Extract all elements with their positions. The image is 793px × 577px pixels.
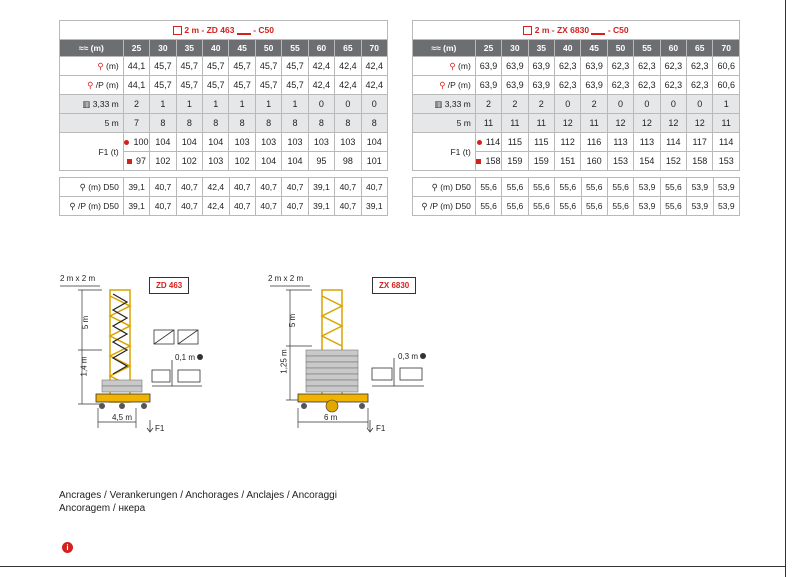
anchor-detail-icons bbox=[372, 358, 424, 386]
hook-p-icon: ⚲ bbox=[69, 200, 76, 211]
table-row: ⚲ (m) D50 39,1 40,7 40,7 42,4 40,7 40,7 40,7 39,1 40,7 40,7 bbox=[60, 178, 388, 197]
diagram-model-label: ZD 463 bbox=[149, 277, 189, 294]
base-foot-right bbox=[359, 403, 365, 409]
base-width-label: 6 m bbox=[324, 413, 338, 422]
square-marker-icon bbox=[127, 159, 132, 164]
crane-icon bbox=[591, 25, 605, 35]
anchorage-caption bbox=[59, 489, 337, 515]
table-row: ⚲ /P (m) 63,9 63,9 63,9 62,3 63,9 62,3 62,3 62,3 62,3 60,6 bbox=[413, 76, 740, 95]
hook-height-icon: ⚲ bbox=[449, 60, 456, 71]
info-icon bbox=[197, 354, 203, 360]
base-width-label: 4,5 m bbox=[112, 413, 133, 422]
zx6830-load-table: 2 m - ZX 6830 - C50 ≈≈ (m) 25 30 35 40 45 50 55 60 65 70 ⚲ (m) 63,9 63,9 63,9 62,3 63,9 62,3 62,3 62,3 62,3 60,6 ⚲ /P (m) 63,9 63,9 63,9 62,3 63,9 62,3 62,3 62,3 62,3 60,6 ▥ 3,33 m 2 2 2 0 2 0 0 0 0 1 5 m 11 11 11 12 11 12 12 12 12 11 F1 (t) 114 115 115 112 116 113 113 114 117 114 158 159 159 151 160 153 154 152 158 153 bbox=[412, 20, 740, 171]
table-row: 97 102 102 103 102 104 104 95 98 101 bbox=[60, 152, 388, 171]
dot-marker-icon bbox=[477, 140, 482, 145]
caption-line-1: Ancrages / Verankerungen / Anchorages / Anclajes / Ancoraggi bbox=[59, 490, 337, 501]
base-foot-right bbox=[141, 403, 147, 409]
zx6830-anchorage-diagram bbox=[268, 282, 428, 442]
hook-height-icon: ⚲ bbox=[431, 181, 438, 192]
mast-icon: ▥ bbox=[82, 98, 91, 109]
base-foot-left bbox=[301, 403, 307, 409]
table-row: ▥ 3,33 m 2 2 2 0 2 0 0 0 0 1 bbox=[413, 95, 740, 114]
height-upper-label: 5 m bbox=[288, 313, 298, 328]
height-upper-label: 5 m bbox=[81, 315, 91, 330]
distance-header: ≈≈ (m) bbox=[60, 40, 124, 57]
info-icon bbox=[420, 353, 426, 359]
table-row: ⚲ /P (m) D50 39,1 40,7 40,7 42,4 40,7 40,7 40,7 39,1 40,7 39,1 bbox=[60, 197, 388, 216]
table-title: 2 m - ZX 6830 - C50 bbox=[413, 21, 740, 40]
height-lower-label: 1,4 m bbox=[79, 356, 89, 377]
table-row: 158 159 159 151 160 153 154 152 158 153 bbox=[413, 152, 740, 171]
table-row: 5 m 7 8 8 8 8 8 8 8 8 8 bbox=[60, 114, 388, 133]
info-icon: i bbox=[62, 542, 73, 553]
mast-icon: ▥ bbox=[434, 98, 443, 109]
force-arrow-icon bbox=[147, 420, 153, 432]
dot-marker-icon bbox=[124, 140, 129, 145]
caption-line-2: Ancoragem / нкера bbox=[59, 503, 146, 514]
table-row: ⚲ /P (m) 44,1 45,7 45,7 45,7 45,7 45,7 45,7 42,4 42,4 42,4 bbox=[60, 76, 388, 95]
table-row: 5 m 11 11 11 12 11 12 12 12 12 11 bbox=[413, 114, 740, 133]
table-row: F1 (t) 114 115 115 112 116 113 113 114 117 114 bbox=[413, 133, 740, 152]
hook-p-icon: ⚲ bbox=[421, 200, 428, 211]
distance-header: ≈≈ (m) bbox=[413, 40, 476, 57]
hook-height-icon: ⚲ bbox=[97, 60, 104, 71]
jib-icon: ≈≈ bbox=[78, 43, 89, 53]
page-frame-bottom bbox=[0, 566, 786, 567]
anchor-gap-label: 0,3 m bbox=[398, 352, 426, 361]
force-label: F1 bbox=[376, 424, 386, 433]
chassis bbox=[96, 394, 150, 402]
zx6830-d50-table bbox=[412, 177, 740, 216]
table-row: ⚲ /P (m) D50 55,6 55,6 55,6 55,6 55,6 55,6 53,9 55,6 53,9 53,9 bbox=[413, 197, 740, 216]
model-name: ZD 463 bbox=[206, 24, 235, 35]
table-title: 2 m - ZD 463 - C50 bbox=[60, 21, 388, 40]
table-row: ⚲ (m) 63,9 63,9 63,9 62,3 63,9 62,3 62,3 62,3 62,3 60,6 bbox=[413, 57, 740, 76]
ballast-icon bbox=[173, 26, 182, 35]
model-name: ZX 6830 bbox=[556, 24, 590, 35]
section-dimension: 2 m x 2 m bbox=[268, 274, 304, 283]
hook-p-icon: ⚲ bbox=[87, 79, 94, 90]
height-lower-label: 1,25 m bbox=[279, 349, 289, 374]
ballast-icon bbox=[523, 26, 532, 35]
table-row: ⚲ (m) 44,1 45,7 45,7 45,7 45,7 45,7 45,7 42,4 42,4 42,4 bbox=[60, 57, 388, 76]
hook-p-icon: ⚲ bbox=[439, 79, 446, 90]
table-row: F1 (t) 100 104 104 104 103 103 103 103 103 104 bbox=[60, 133, 388, 152]
base-foot-center bbox=[119, 403, 125, 409]
hook-height-icon: ⚲ bbox=[79, 181, 86, 192]
base-foot-left bbox=[99, 403, 105, 409]
jib-icon: ≈≈ bbox=[431, 43, 441, 53]
force-label: F1 bbox=[155, 424, 165, 433]
ballast-blocks bbox=[102, 380, 142, 392]
anchor-gap-label: 0,1 m bbox=[175, 353, 203, 362]
base-foot-center bbox=[326, 400, 338, 412]
table-row: ▥ 3,33 m 2 1 1 1 1 1 1 0 0 0 bbox=[60, 95, 388, 114]
page-frame-right bbox=[785, 0, 786, 577]
section-dimension: 2 m x 2 m bbox=[60, 274, 96, 283]
ballast-blocks bbox=[306, 350, 358, 392]
zd463-load-table: 2 m - ZD 463 - C50 ≈≈ (m) 25 30 35 40 45 50 55 60 65 70 ⚲ (m) 44,1 45,7 45,7 45,7 45,7 45,7 45,7 42,4 42,4 42,4 ⚲ /P (m) 44,1 45,7 45,7 45,7 45,7 45,7 45,7 42,4 42,4 42,4 ▥ 3,33 m 2 1 1 1 1 1 1 0 0 0 5 m 7 8 8 8 8 8 8 8 8 8 F1 (t) 100 104 104 104 103 103 103 103 103 104 97 102 102 103 102 104 104 95 98 101 bbox=[59, 20, 388, 171]
square-marker-icon bbox=[476, 159, 481, 164]
diagram-model-label: ZX 6830 bbox=[372, 277, 416, 294]
crane-icon bbox=[237, 25, 251, 35]
zd463-d50-table bbox=[59, 177, 388, 216]
table-row: ⚲ (m) D50 55,6 55,6 55,6 55,6 55,6 55,6 53,9 55,6 53,9 53,9 bbox=[413, 178, 740, 197]
